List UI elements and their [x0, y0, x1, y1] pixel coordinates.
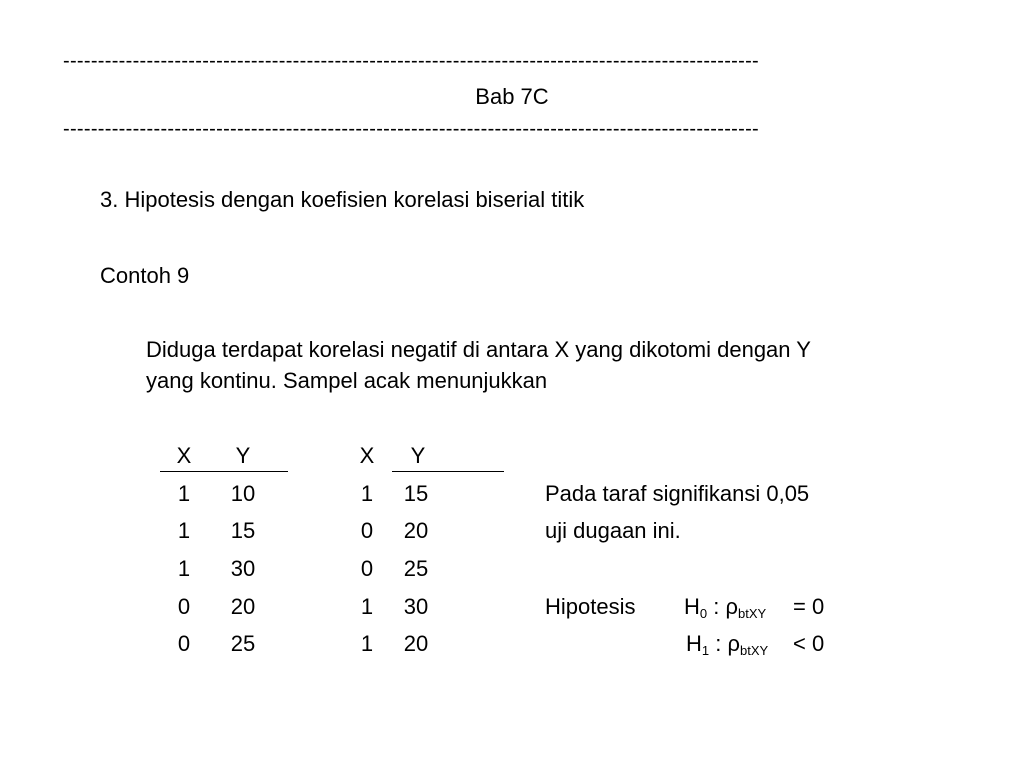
- table-right-cell: 1: [360, 481, 374, 506]
- table-right-header-underline: [392, 471, 504, 472]
- note-line-1: Pada taraf signifikansi 0,05: [545, 481, 810, 506]
- h0-colon: :: [707, 594, 726, 619]
- example-title: Contoh 9: [100, 263, 190, 288]
- header-rule-bottom: ----------------------------------------------------------------------------------------------------: [63, 118, 760, 140]
- table-left-header-x: X: [176, 443, 192, 468]
- chapter-title: Bab 7C: [475, 84, 549, 109]
- note-line-2: uji dugaan ini.: [545, 518, 681, 543]
- table-left-cell: 0: [177, 594, 191, 619]
- table-right-header-x: X: [359, 443, 375, 468]
- h0-letter: H: [684, 594, 700, 619]
- table-right-cell: 1: [360, 631, 374, 656]
- table-left-cell: 30: [230, 556, 256, 581]
- table-left-cell: 20: [230, 594, 256, 619]
- rho-subscript: btXY: [739, 643, 769, 658]
- table-left-cell: 1: [177, 481, 191, 506]
- rho-symbol: ρ: [725, 594, 738, 619]
- description-line-2: yang kontinu. Sampel acak menunjukkan: [146, 368, 548, 393]
- h1-colon: :: [709, 631, 728, 656]
- section-title: 3. Hipotesis dengan koefisien korelasi biserial titik: [100, 187, 585, 212]
- table-left-cell: 15: [230, 518, 256, 543]
- table-right-cell: 0: [360, 556, 374, 581]
- table-right-cell: 20: [403, 631, 429, 656]
- h0-subscript: 0: [699, 606, 708, 621]
- table-left-cell: 10: [230, 481, 256, 506]
- rho-subscript: btXY: [737, 606, 767, 621]
- table-left-cell: 0: [177, 631, 191, 656]
- table-right-cell: 0: [360, 518, 374, 543]
- h1-subscript: 1: [701, 643, 710, 658]
- table-left-cell: 25: [230, 631, 256, 656]
- description-line-1: Diduga terdapat korelasi negatif di antara X yang dikotomi dengan Y: [146, 337, 811, 362]
- table-right-cell: 25: [403, 556, 429, 581]
- header-rule-top: ----------------------------------------------------------------------------------------------------: [63, 50, 760, 72]
- table-left-header-y: Y: [235, 443, 251, 468]
- hypothesis-h0: [684, 594, 767, 621]
- table-right-cell: 30: [403, 594, 429, 619]
- h0-relation: = 0: [793, 594, 825, 619]
- table-right-cell: 20: [403, 518, 429, 543]
- table-right-cell: 15: [403, 481, 429, 506]
- hypothesis-h1: [686, 631, 769, 658]
- table-left-cell: 1: [177, 518, 191, 543]
- table-left-cell: 1: [177, 556, 191, 581]
- h1-relation: < 0: [793, 631, 825, 656]
- table-right-cell: 1: [360, 594, 374, 619]
- table-left-header-underline: [160, 471, 288, 472]
- hypothesis-label: Hipotesis: [545, 594, 636, 619]
- table-right-header-y: Y: [410, 443, 426, 468]
- h1-letter: H: [686, 631, 702, 656]
- rho-symbol: ρ: [727, 631, 740, 656]
